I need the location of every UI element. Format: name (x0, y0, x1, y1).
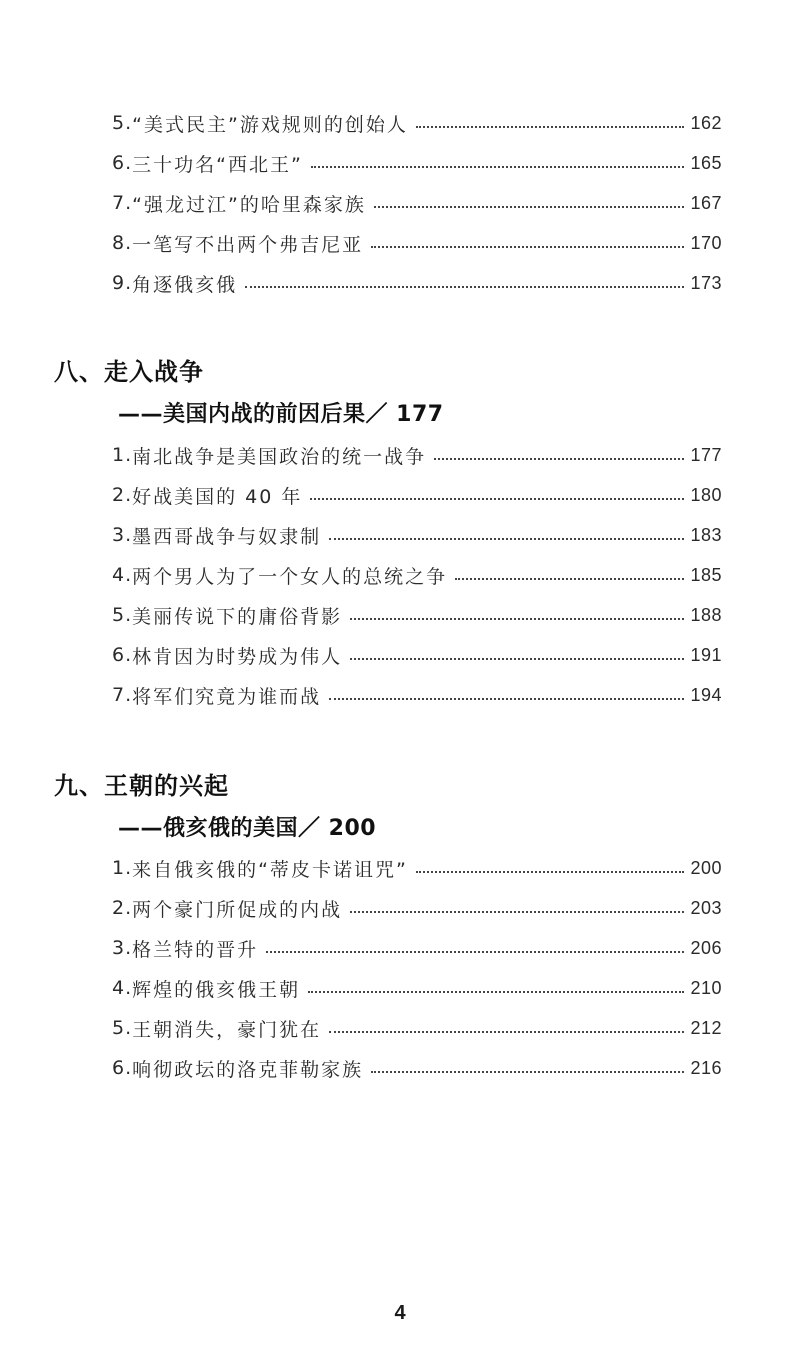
dot-leader (311, 164, 685, 168)
chapter-heading: 九、王朝的兴起 (54, 772, 229, 800)
dot-leader (350, 616, 684, 620)
dot-leader (308, 989, 684, 993)
entry-page-number: 183 (690, 524, 722, 545)
dot-leader (329, 1029, 684, 1033)
entry-page-number: 200 (690, 857, 722, 878)
entry-page-number: 194 (690, 684, 722, 705)
toc-entry (112, 638, 722, 672)
entry-title: 一笔写不出两个弗吉尼亚 (132, 233, 364, 256)
entry-number: 2. (112, 484, 133, 506)
dot-leader (374, 204, 685, 208)
toc-entry (112, 106, 722, 140)
dot-leader (245, 284, 684, 288)
dot-leader (371, 1069, 684, 1073)
toc-entry (112, 851, 722, 885)
entry-title: 角逐俄亥俄 (132, 273, 238, 296)
dot-leader (434, 456, 684, 460)
entry-number: 4. (112, 564, 133, 586)
dot-leader (455, 576, 684, 580)
entry-number: 4. (112, 977, 133, 999)
entry-page-number: 177 (690, 444, 722, 465)
toc-entry (112, 931, 722, 965)
entry-number: 8. (112, 232, 133, 254)
entry-page-number: 210 (690, 977, 722, 998)
toc-entry (112, 438, 722, 472)
entry-number: 1. (112, 444, 133, 466)
entry-number: 5. (112, 112, 133, 134)
entry-number: 7. (112, 192, 133, 214)
dot-leader (310, 496, 684, 500)
toc-entry (112, 266, 722, 300)
entry-title: 辉煌的俄亥俄王朝 (132, 978, 301, 1001)
dot-leader (416, 124, 685, 128)
entry-number: 5. (112, 1017, 133, 1039)
entry-page-number: 185 (690, 564, 722, 585)
toc-entry (112, 971, 722, 1005)
entry-page-number: 188 (690, 604, 722, 625)
entry-page-number: 173 (690, 272, 722, 293)
page-number: 4 (394, 1302, 406, 1324)
entry-page-number: 206 (690, 937, 722, 958)
entry-page-number: 167 (690, 192, 722, 213)
dot-leader (329, 536, 684, 540)
entry-page-number: 216 (690, 1057, 722, 1078)
toc-entry (112, 558, 722, 592)
toc-entry (112, 678, 722, 712)
toc-entry (112, 518, 722, 552)
entry-number: 5. (112, 604, 133, 626)
entry-title: “美式民主”游戏规则的创始人 (132, 113, 408, 136)
entry-page-number: 165 (690, 152, 722, 173)
dot-leader (371, 244, 684, 248)
entry-page-number: 191 (690, 644, 722, 665)
entry-number: 6. (112, 152, 133, 174)
toc-entry (112, 598, 722, 632)
chapter-subtitle: ——美国内战的前因后果／ 177 (118, 402, 444, 427)
entry-title: 两个男人为了一个女人的总统之争 (132, 565, 448, 588)
entry-number: 6. (112, 644, 133, 666)
dot-leader (329, 696, 684, 700)
entry-page-number: 170 (690, 232, 722, 253)
entry-title: 好战美国的 40 年 (132, 485, 303, 508)
entry-number: 9. (112, 272, 133, 294)
entry-number: 3. (112, 524, 133, 546)
dot-leader (350, 909, 684, 913)
entry-title: 来自俄亥俄的“蒂皮卡诺诅咒” (132, 858, 408, 881)
entry-title: 两个豪门所促成的内战 (132, 898, 343, 921)
dot-leader (350, 656, 684, 660)
toc-entry (112, 478, 722, 512)
entry-number: 2. (112, 897, 133, 919)
entry-title: 墨西哥战争与奴隶制 (132, 525, 322, 548)
entry-title: 三十功名“西北王” (132, 153, 303, 176)
toc-entry (112, 146, 722, 180)
dot-leader (416, 869, 685, 873)
entry-page-number: 180 (690, 484, 722, 505)
entry-title: 美丽传说下的庸俗背影 (132, 605, 343, 628)
entry-title: 将军们究竟为谁而战 (132, 685, 322, 708)
toc-entry (112, 226, 722, 260)
entry-title: 格兰特的晋升 (132, 938, 259, 961)
entry-page-number: 203 (690, 897, 722, 918)
toc-entry (112, 1051, 722, 1085)
entry-title: 林肯因为时势成为伟人 (132, 645, 343, 668)
entry-number: 7. (112, 684, 133, 706)
chapter-subtitle: ——俄亥俄的美国／ 200 (118, 816, 377, 841)
entry-title: 王朝消失，豪门犹在 (132, 1018, 322, 1041)
entry-title: 南北战争是美国政治的统一战争 (132, 445, 427, 468)
entry-page-number: 212 (690, 1017, 722, 1038)
dot-leader (266, 949, 684, 953)
entry-title: “强龙过江”的哈里森家族 (132, 193, 366, 216)
entry-title: 响彻政坛的洛克菲勒家族 (132, 1058, 364, 1081)
toc-entry (112, 186, 722, 220)
entry-number: 3. (112, 937, 133, 959)
toc-entry (112, 891, 722, 925)
entry-number: 6. (112, 1057, 133, 1079)
entry-page-number: 162 (690, 112, 722, 133)
entry-number: 1. (112, 857, 133, 879)
chapter-heading: 八、走入战争 (54, 358, 204, 386)
toc-entry (112, 1011, 722, 1045)
